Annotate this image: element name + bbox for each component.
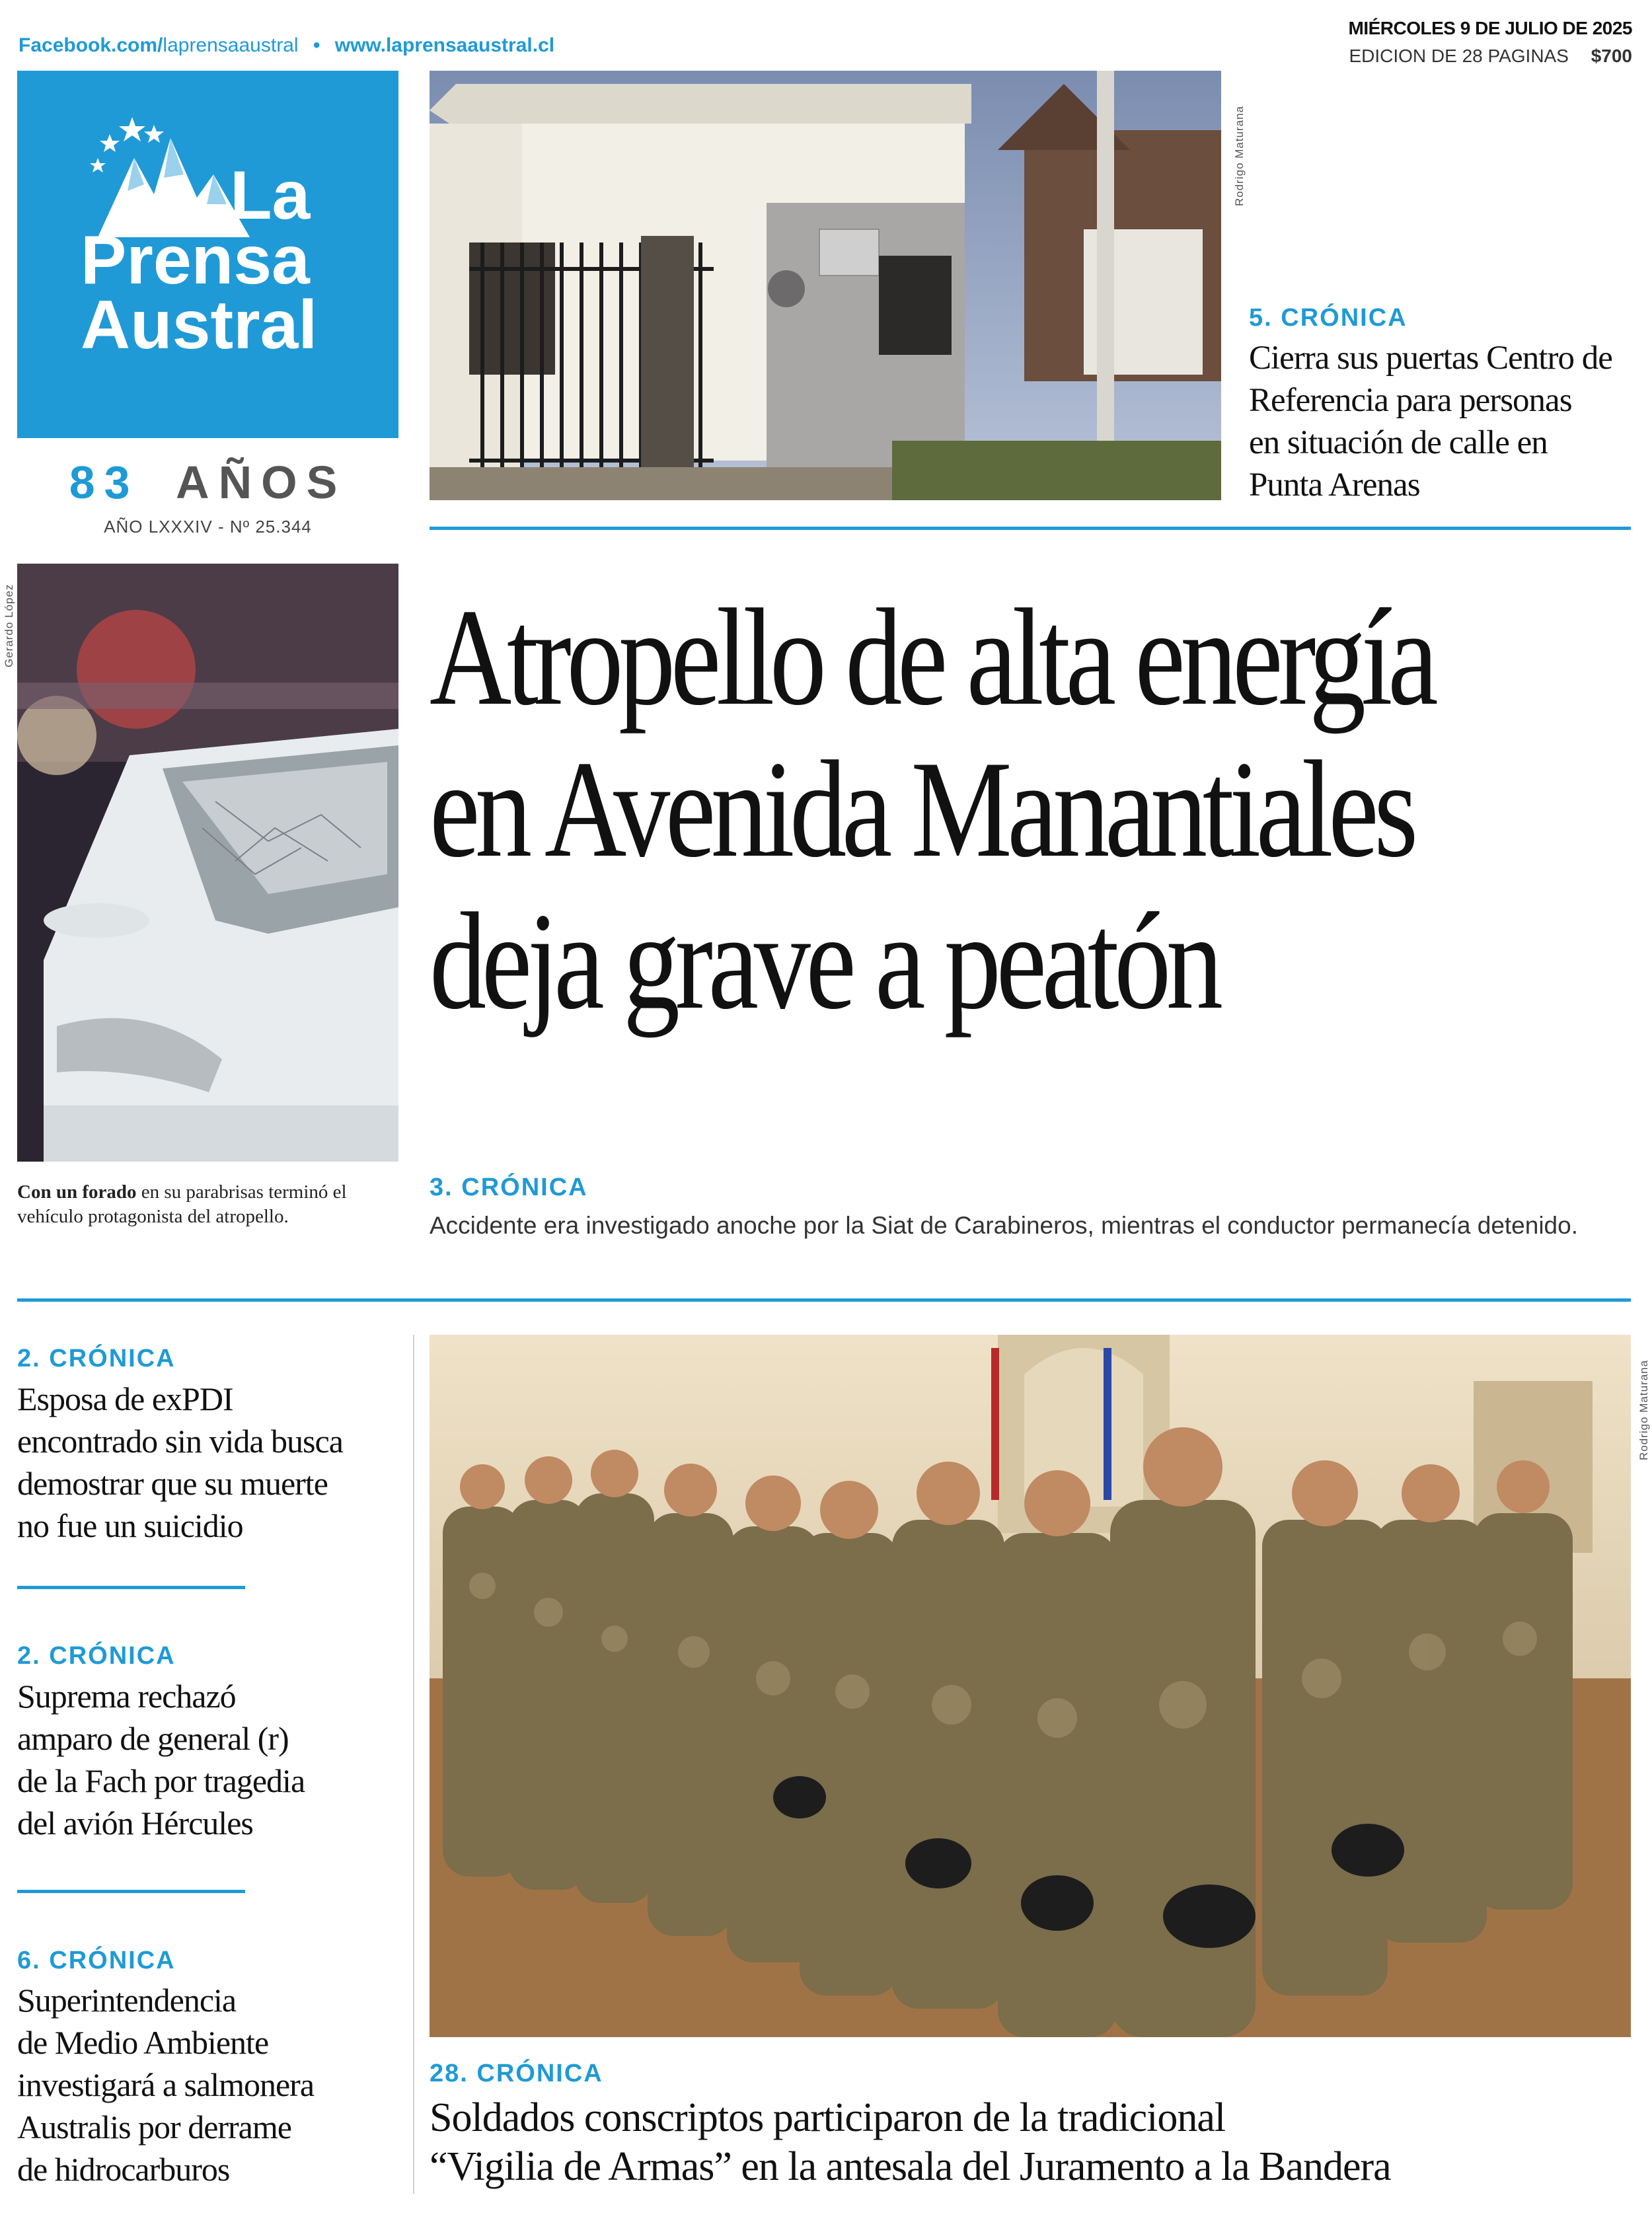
bottom-story-photo[interactable] (430, 1335, 1631, 2037)
headline-line: no fue un suicidio (17, 1507, 243, 1544)
headline-line: demostrar que su muerte (17, 1465, 328, 1502)
headline-line: “Vigilia de Armas” en la antesala del Juramento a la Bandera (430, 2144, 1391, 2189)
lead-photo-caption (17, 1180, 398, 1229)
headline-line: Superintendencia (17, 1982, 237, 2019)
sidebar-section-3[interactable]: 6. CRÓNICA (17, 1947, 176, 1974)
column-divider (413, 1335, 414, 2194)
sidebar-section-1[interactable]: 2. CRÓNICA (17, 1345, 176, 1372)
lead-story-lede: Accidente era investigado anoche por la Siat de Carabineros, mientras el conductor permanecía detenido. (430, 1212, 1578, 1239)
logo-line-1: La (230, 157, 311, 234)
headline-line: amparo de general (r) (17, 1720, 289, 1757)
bottom-story-headline[interactable] (430, 2093, 1639, 2191)
headline-line: Esposa de exPDI (17, 1380, 233, 1417)
facebook-link[interactable]: Facebook.com/laprensaaustral (19, 34, 299, 56)
headline-line: del avión Hércules (17, 1805, 253, 1842)
website-link[interactable]: www.laprensaaustral.cl (334, 34, 555, 56)
newspaper-logo[interactable] (17, 71, 398, 438)
building-image (430, 71, 1221, 500)
top-story-section[interactable]: 5. CRÓNICA (1249, 304, 1408, 332)
headline-line: Punta Arenas (1249, 467, 1420, 504)
sidebar-headline-1[interactable] (17, 1378, 387, 1547)
headline-line: Referencia para personas (1249, 382, 1572, 419)
headline-line: Australis por derrame (17, 2109, 291, 2146)
social-links (19, 34, 554, 57)
anniversary-word: AÑOS (176, 457, 347, 508)
sidebar-divider-1 (17, 1586, 245, 1589)
divider-top (430, 527, 1631, 530)
sidebar-section-2[interactable]: 2. CRÓNICA (17, 1642, 176, 1670)
anniversary-number: 83 (69, 457, 139, 508)
price: $700 (1591, 46, 1632, 66)
logo-line-2: Prensa (81, 222, 310, 299)
caption-text: en su parabrisas terminó el vehículo protagonista del atropello. (17, 1181, 347, 1227)
issue-date: MIÉRCOLES 9 DE JULIO DE 2025 (1348, 18, 1632, 38)
edition-info (1349, 42, 1632, 70)
caption-bold: Con un forado (17, 1181, 137, 1203)
headline-line: de hidrocarburos (17, 2151, 230, 2188)
sidebar-headline-3[interactable] (17, 1979, 387, 2190)
headline-line: en situación de calle en (1249, 424, 1548, 461)
headline-line: investigará a salmonera (17, 2066, 315, 2103)
lead-headline-line: Atropello de alta energía (430, 581, 1434, 734)
headline-line: encontrado sin vida busca (17, 1423, 343, 1460)
headline-line: de Medio Ambiente (17, 2024, 269, 2061)
bottom-story-section[interactable]: 28. CRÓNICA (430, 2060, 603, 2087)
lead-headline[interactable] (430, 581, 1434, 1038)
lead-story-section[interactable]: 3. CRÓNICA (430, 1174, 588, 1201)
lead-headline-line: deja grave a peatón (430, 885, 1219, 1038)
separator-dot: • (313, 34, 320, 56)
sidebar-headline-2[interactable] (17, 1675, 387, 1844)
damaged-car-image (17, 564, 398, 1162)
headline-line: Cierra sus puertas Centro de (1249, 340, 1612, 377)
top-story-photo[interactable] (430, 71, 1221, 500)
headline-line: de la Fach por tragedia (17, 1762, 305, 1799)
lead-headline-line: en Avenida Manantiales (430, 733, 1413, 886)
top-photo-credit: Rodrigo Maturana (1233, 105, 1246, 206)
dateline (1349, 15, 1632, 70)
sidebar-divider-2 (17, 1890, 245, 1893)
anniversary (17, 456, 398, 509)
headline-line: Suprema rechazó (17, 1678, 236, 1715)
divider-middle (17, 1298, 1631, 1302)
bottom-photo-credit: Rodrigo Maturana (1637, 1359, 1650, 1460)
lead-story-photo[interactable] (17, 564, 398, 1162)
edition-pages: EDICION DE 28 PAGINAS (1349, 46, 1569, 66)
issue-number: AÑO LXXXIV - Nº 25.344 (104, 517, 312, 537)
soldiers-image (430, 1335, 1631, 2037)
top-story-headline[interactable] (1249, 337, 1645, 506)
lead-photo-credit: Gerardo López (3, 583, 15, 667)
logo-line-3: Austral (81, 287, 318, 363)
headline-line: Soldados conscriptos participaron de la tradicional (430, 2095, 1226, 2140)
